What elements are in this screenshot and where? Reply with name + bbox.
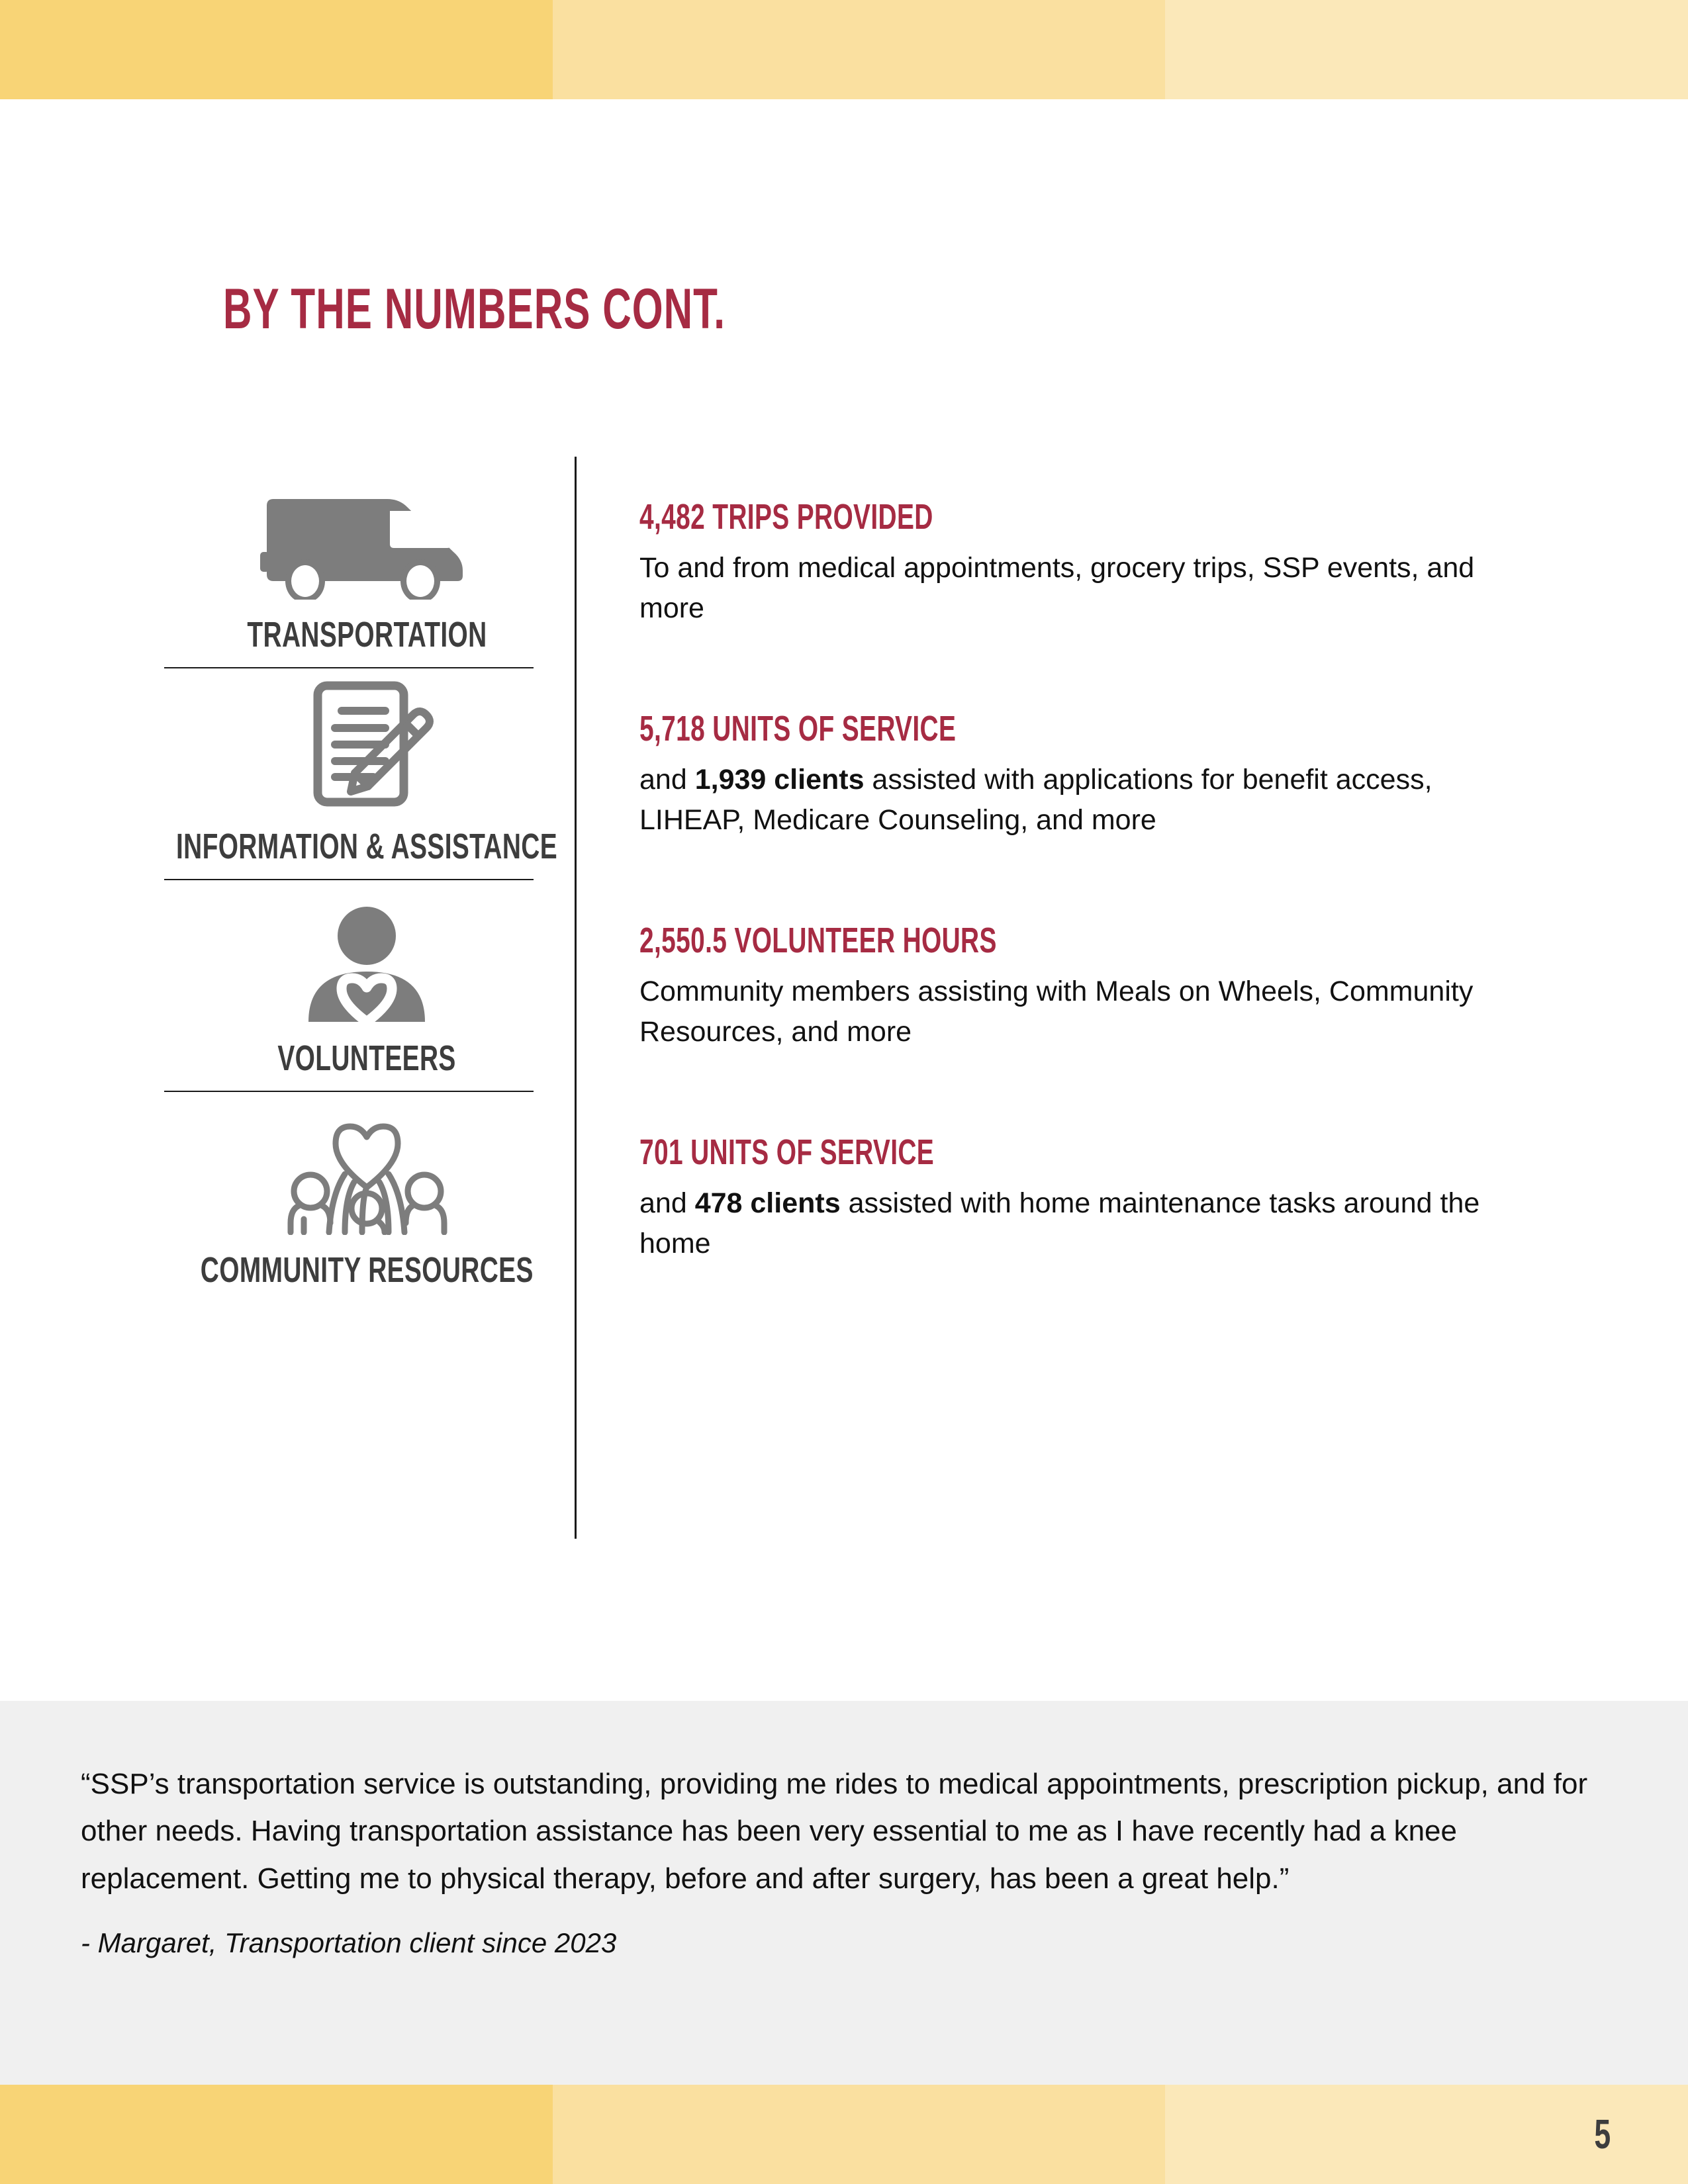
stat-icon-column — [159, 457, 575, 668]
stats-list — [159, 457, 1536, 1304]
stat-icon-column — [159, 668, 575, 880]
stat-headline: 4,482 TRIPS PROVIDED — [639, 496, 933, 537]
top-color-band — [0, 0, 1688, 99]
band-segment-2 — [553, 0, 1165, 99]
stat-label: COMMUNITY RESOURCES — [200, 1250, 534, 1290]
stat-row — [159, 1092, 1536, 1304]
document-pencil-icon — [294, 686, 440, 811]
stat-text-column — [575, 880, 1536, 1092]
band-segment-1 — [0, 2085, 553, 2184]
stat-text-column — [575, 457, 1536, 668]
person-heart-icon — [301, 897, 433, 1023]
stat-headline: 2,550.5 VOLUNTEER HOURS — [639, 920, 997, 960]
stat-headline: 5,718 UNITS OF SERVICE — [639, 708, 957, 749]
page-number: 5 — [1593, 2112, 1610, 2158]
stat-row — [159, 457, 1536, 668]
stat-label: VOLUNTEERS — [277, 1038, 456, 1078]
testimonial-attribution: - Margaret, Transportation client since 2023 — [81, 1927, 617, 1958]
testimonial-section — [0, 1701, 1688, 2085]
band-segment-2 — [553, 2085, 1165, 2184]
stat-description: Community members assisting with Meals on Wheels, Community Resources, and more — [639, 975, 1474, 1048]
band-segment-1 — [0, 0, 553, 99]
stat-description: and 1,939 clients assisted with applications for benefit access, LIHEAP, Medicare Counseling, and more — [639, 763, 1432, 836]
stat-description: To and from medical appointments, grocery trips, SSP events, and more — [639, 551, 1475, 624]
stat-headline: 701 UNITS OF SERVICE — [639, 1132, 935, 1172]
stat-row — [159, 880, 1536, 1092]
stat-label: TRANSPORTATION — [246, 615, 487, 655]
van-icon — [258, 474, 476, 600]
stat-icon-column — [159, 1092, 575, 1304]
stat-label: INFORMATION & ASSISTANCE — [176, 827, 558, 866]
stat-text-column — [575, 668, 1536, 880]
testimonial-quote: “SSP’s transportation service is outstanding, providing me rides to medical appointments, prescription pickup, and for other needs. Having transportation assistance has been very essential to me as I have recently had a knee replacement. Getting me to physical therapy, before and after surgery, has been a great help.” — [81, 1768, 1588, 1895]
page-title: BY THE NUMBERS CONT. — [223, 277, 726, 341]
people-heart-icon — [284, 1109, 449, 1235]
band-segment-3 — [1165, 0, 1688, 99]
stat-description: and 478 clients assisted with home maintenance tasks around the home — [639, 1187, 1480, 1259]
bottom-color-band — [0, 2085, 1688, 2184]
stat-icon-column — [159, 880, 575, 1092]
stat-row — [159, 668, 1536, 880]
stat-text-column — [575, 1092, 1536, 1304]
